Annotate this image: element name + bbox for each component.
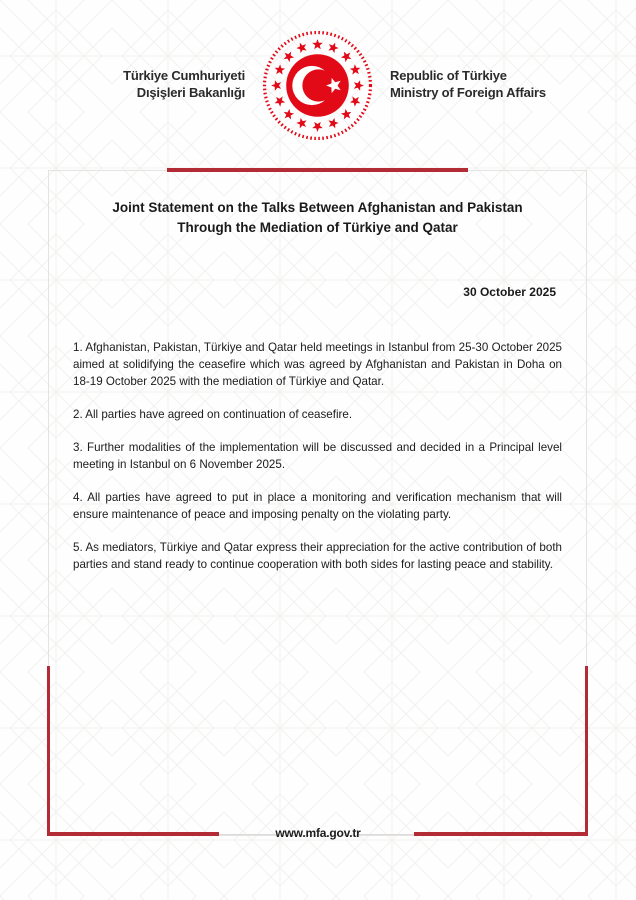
statement-paragraph-3: 3. Further modalities of the implementation will be discussed and decided in a Principal level meeting in Istanbul on 6 November 2025. xyxy=(73,441,562,471)
statement-paragraph-2: 2. All parties have agreed on continuation of ceasefire. xyxy=(73,408,353,421)
statement-paragraph-1: 1. Afghanistan, Pakistan, Türkiye and Qatar held meetings in Istanbul from 25-30 October 2025 aimed at solidifying the ceasefire which was agreed by Afghanistan and Pakistan in Doha on 18-19 October 2025 with the mediation of Türkiye and Qatar. xyxy=(73,341,562,388)
statement-body xyxy=(49,339,586,573)
frame-accent-left xyxy=(47,666,50,836)
ministry-name-turkish xyxy=(40,67,245,101)
frame-accent-top xyxy=(167,168,468,172)
ministry-name-english xyxy=(390,67,610,101)
statement-title xyxy=(67,198,568,238)
statement-paragraph-5: 5. As mediators, Türkiye and Qatar express their appreciation for the active contribution of both parties and stand ready to continue cooperation with both sides for lasting peace and stability. xyxy=(73,541,562,571)
statement-frame xyxy=(48,170,587,836)
ministry-website-url: www.mfa.gov.tr xyxy=(275,826,361,840)
ministry-name-turkish-line2: Dışişleri Bakanlığı xyxy=(136,85,245,100)
statement-title-line2: Through the Mediation of Türkiye and Qatar xyxy=(177,220,458,235)
statement-paragraph-4: 4. All parties have agreed to put in place a monitoring and verification mechanism that will ensure maintenance of peace and imposing penalty on the violating party. xyxy=(73,491,562,521)
statement-date: 30 October 2025 xyxy=(463,285,556,299)
ministry-name-english-line2: Ministry of Foreign Affairs xyxy=(390,85,546,100)
ministry-name-english-line1: Republic of Türkiye xyxy=(390,68,507,83)
turkiye-mfa-emblem-icon xyxy=(262,30,373,141)
frame-accent-right xyxy=(585,666,588,836)
statement-title-line1: Joint Statement on the Talks Between Afghanistan and Pakistan xyxy=(112,200,523,215)
ministry-name-turkish-line1: Türkiye Cumhuriyeti xyxy=(123,68,245,83)
